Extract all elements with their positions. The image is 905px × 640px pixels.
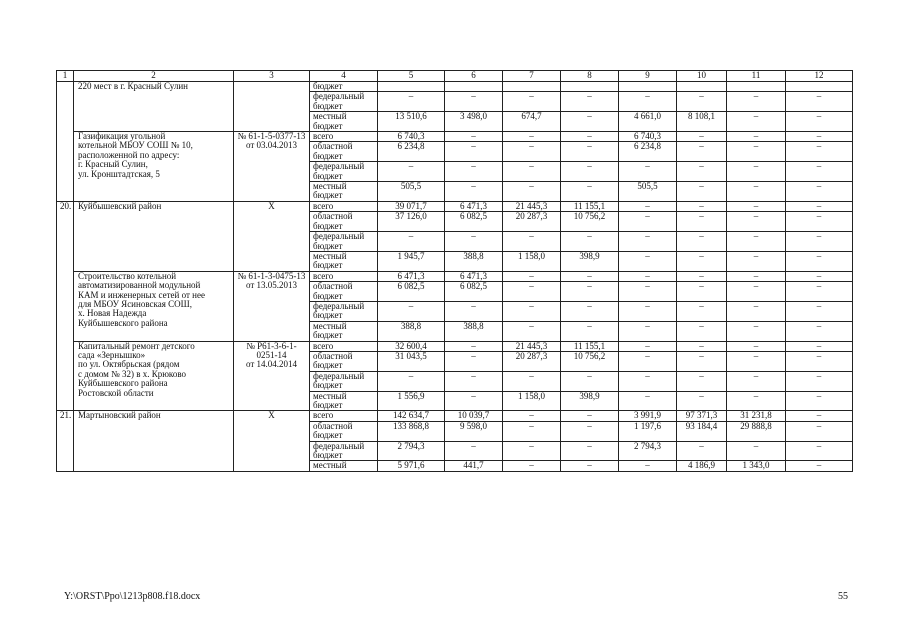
value-cell: – — [378, 162, 445, 182]
value-cell: – — [445, 301, 503, 321]
value-cell: 8 108,1 — [677, 112, 727, 132]
value-cell: 4 186,9 — [677, 461, 727, 471]
value-cell: 6 471,3 — [378, 271, 445, 281]
value-cell: 1 343,0 — [727, 461, 786, 471]
value-cell: – — [727, 271, 786, 281]
table-header-row — [57, 71, 853, 82]
value-cell: – — [677, 301, 727, 321]
value-cell: – — [561, 411, 619, 421]
document-cell — [234, 341, 310, 411]
object-name-line: автоматизированной модульной — [78, 280, 201, 291]
funding-source-cell: федеральный бюджет — [310, 162, 378, 182]
value-cell: 1 556,9 — [378, 391, 445, 411]
value-cell: – — [677, 201, 727, 211]
value-cell: 10 756,2 — [561, 212, 619, 232]
value-cell: 6 471,3 — [445, 201, 503, 211]
value-cell: – — [677, 351, 727, 371]
object-name-line: Ростовской области — [78, 387, 154, 398]
header-cell: 3 — [234, 71, 310, 82]
value-cell: – — [677, 271, 727, 281]
document-line: от 14.04.2014 — [245, 359, 298, 370]
value-cell: – — [445, 341, 503, 351]
value-cell: – — [561, 441, 619, 461]
funding-source-cell: местный — [310, 461, 378, 471]
object-name-line: Куйбышевский район — [78, 201, 162, 211]
document-line: X — [268, 410, 275, 421]
object-name-line: 220 мест в г. Красный Сулин — [78, 81, 188, 91]
value-cell: – — [503, 461, 561, 471]
value-cell: – — [445, 162, 503, 182]
value-cell: – — [561, 232, 619, 252]
value-cell — [619, 82, 677, 92]
funding-source-cell: всего — [310, 341, 378, 351]
value-cell: – — [619, 391, 677, 411]
value-cell: – — [619, 321, 677, 341]
value-cell: – — [378, 371, 445, 391]
table-row — [57, 341, 853, 351]
value-cell: – — [786, 391, 853, 411]
header-cell: 7 — [503, 71, 561, 82]
value-cell: – — [727, 282, 786, 302]
funding-source-cell: всего — [310, 271, 378, 281]
value-cell: – — [561, 92, 619, 112]
value-cell: 388,8 — [378, 321, 445, 341]
funding-source-cell: областной бюджет — [310, 142, 378, 162]
value-cell: – — [677, 232, 727, 252]
value-cell: – — [619, 212, 677, 232]
value-cell: – — [561, 461, 619, 471]
document-line: от 13.05.2013 — [245, 280, 298, 291]
value-cell — [378, 82, 445, 92]
value-cell: – — [503, 441, 561, 461]
value-cell: 11 155,1 — [561, 341, 619, 351]
value-cell: – — [786, 232, 853, 252]
value-cell: – — [677, 251, 727, 271]
value-cell: 505,5 — [619, 182, 677, 202]
document-line: № 61-1-5-0377-13 — [237, 131, 306, 142]
object-name-cell — [74, 201, 234, 271]
table-row — [57, 411, 853, 421]
value-cell: – — [786, 351, 853, 371]
value-cell: 1 197,6 — [619, 421, 677, 441]
value-cell: – — [619, 461, 677, 471]
value-cell: – — [503, 92, 561, 112]
value-cell: – — [378, 301, 445, 321]
object-name-line: Строительство котельной — [78, 271, 177, 281]
value-cell: 3 498,0 — [445, 112, 503, 132]
object-name-line: Капитальный ремонт детского — [78, 341, 195, 351]
value-cell — [561, 82, 619, 92]
value-cell: – — [786, 201, 853, 211]
value-cell: 9 598,0 — [445, 421, 503, 441]
value-cell: – — [786, 212, 853, 232]
value-cell: – — [786, 182, 853, 202]
value-cell: – — [503, 282, 561, 302]
value-cell: – — [786, 461, 853, 471]
value-cell: – — [786, 162, 853, 182]
header-cell: 2 — [74, 71, 234, 82]
header-cell: 4 — [310, 71, 378, 82]
value-cell: – — [727, 132, 786, 142]
object-name-line: котельной МБОУ СОШ № 10, — [78, 140, 193, 151]
value-cell — [503, 82, 561, 92]
value-cell: 21 445,3 — [503, 201, 561, 211]
value-cell: – — [727, 112, 786, 132]
value-cell: 142 634,7 — [378, 411, 445, 421]
header-cell: 6 — [445, 71, 503, 82]
table-row — [57, 271, 853, 281]
header-cell: 12 — [786, 71, 853, 82]
value-cell: 3 991,9 — [619, 411, 677, 421]
value-cell: 31 231,8 — [727, 411, 786, 421]
value-cell: – — [786, 132, 853, 142]
value-cell: – — [786, 271, 853, 281]
value-cell: 6 082,5 — [378, 282, 445, 302]
value-cell: – — [503, 371, 561, 391]
value-cell: – — [445, 132, 503, 142]
value-cell: 505,5 — [378, 182, 445, 202]
value-cell: – — [445, 232, 503, 252]
object-name-line: КАМ и инженерных сетей от нее — [78, 289, 205, 300]
value-cell: – — [727, 232, 786, 252]
value-cell — [677, 82, 727, 92]
header-cell: 5 — [378, 71, 445, 82]
funding-source-cell: местный бюджет — [310, 112, 378, 132]
value-cell: – — [677, 162, 727, 182]
object-name-cell — [74, 271, 234, 341]
value-cell: – — [503, 421, 561, 441]
document-cell — [234, 201, 310, 271]
value-cell: 6 082,5 — [445, 282, 503, 302]
object-name-line: Мартыновский район — [78, 410, 161, 421]
value-cell: – — [503, 411, 561, 421]
value-cell: – — [378, 232, 445, 252]
value-cell: – — [786, 92, 853, 112]
value-cell: 10 756,2 — [561, 351, 619, 371]
value-cell: 93 184,4 — [677, 421, 727, 441]
funding-source-cell: бюджет — [310, 82, 378, 92]
value-cell: – — [786, 301, 853, 321]
value-cell — [786, 82, 853, 92]
value-cell: – — [619, 92, 677, 112]
value-cell: – — [445, 391, 503, 411]
value-cell: – — [619, 301, 677, 321]
value-cell: – — [727, 351, 786, 371]
value-cell: 20 287,3 — [503, 351, 561, 371]
value-cell: – — [561, 112, 619, 132]
value-cell: 32 600,4 — [378, 341, 445, 351]
value-cell: – — [378, 92, 445, 112]
table-body — [57, 82, 853, 472]
object-name-line: с домом № 32) в х. Крюково — [78, 368, 187, 379]
document-line: № 61-1-3-0475-13 — [237, 271, 306, 281]
funding-source-cell: местный бюджет — [310, 391, 378, 411]
header-cell: 9 — [619, 71, 677, 82]
value-cell: – — [677, 92, 727, 112]
value-cell: – — [619, 282, 677, 302]
value-cell: – — [727, 321, 786, 341]
budget-table — [56, 70, 853, 472]
value-cell: – — [786, 441, 853, 461]
object-name-line: для МБОУ Ясиновская СОШ, — [78, 298, 192, 309]
object-name-line: расположенной по адресу: — [78, 149, 180, 160]
funding-source-cell: всего — [310, 132, 378, 142]
document-line: 0251-14 — [256, 349, 287, 360]
value-cell: – — [503, 142, 561, 162]
row-number-cell — [57, 82, 74, 202]
value-cell: – — [786, 142, 853, 162]
value-cell: 20 287,3 — [503, 212, 561, 232]
value-cell: 6 234,8 — [378, 142, 445, 162]
funding-source-cell: областной бюджет — [310, 212, 378, 232]
value-cell: – — [503, 301, 561, 321]
value-cell: – — [786, 251, 853, 271]
funding-source-cell: местный бюджет — [310, 182, 378, 202]
document-line: от 03.04.2013 — [245, 140, 298, 151]
funding-source-cell: всего — [310, 201, 378, 211]
value-cell: – — [561, 321, 619, 341]
value-cell: 674,7 — [503, 112, 561, 132]
value-cell: – — [727, 251, 786, 271]
value-cell: – — [677, 341, 727, 351]
value-cell: 39 071,7 — [378, 201, 445, 211]
object-name-cell — [74, 82, 234, 132]
funding-source-cell: местный бюджет — [310, 251, 378, 271]
value-cell: – — [561, 271, 619, 281]
value-cell: – — [677, 282, 727, 302]
value-cell: – — [503, 132, 561, 142]
value-cell: – — [727, 162, 786, 182]
header-cell: 11 — [727, 71, 786, 82]
value-cell: – — [503, 232, 561, 252]
value-cell: – — [727, 92, 786, 112]
value-cell: – — [727, 212, 786, 232]
funding-source-cell: федеральный бюджет — [310, 92, 378, 112]
value-cell: – — [619, 351, 677, 371]
value-cell: – — [561, 142, 619, 162]
value-cell: – — [619, 232, 677, 252]
value-cell: – — [727, 301, 786, 321]
funding-source-cell: всего — [310, 411, 378, 421]
header-cell: 1 — [57, 71, 74, 82]
document-cell — [234, 82, 310, 132]
value-cell: – — [786, 282, 853, 302]
value-cell: – — [786, 321, 853, 341]
value-cell: – — [677, 212, 727, 232]
value-cell: – — [727, 341, 786, 351]
document-cell — [234, 132, 310, 202]
value-cell: 13 510,6 — [378, 112, 445, 132]
value-cell: – — [727, 182, 786, 202]
row-number-cell: 21. — [57, 411, 74, 471]
value-cell: – — [445, 351, 503, 371]
value-cell: 398,9 — [561, 391, 619, 411]
funding-source-cell: федеральный бюджет — [310, 232, 378, 252]
value-cell: 6 234,8 — [619, 142, 677, 162]
funding-source-cell: федеральный бюджет — [310, 441, 378, 461]
value-cell: – — [786, 112, 853, 132]
object-name-line: х. Новая Надежда — [78, 308, 147, 319]
table-row — [57, 132, 853, 142]
value-cell: – — [677, 132, 727, 142]
row-number-cell: 20. — [57, 201, 74, 411]
object-name-line: сада «Зернышко» — [78, 349, 146, 360]
value-cell: 6 740,3 — [378, 132, 445, 142]
value-cell: – — [677, 142, 727, 162]
value-cell: – — [445, 182, 503, 202]
value-cell: 97 371,3 — [677, 411, 727, 421]
value-cell: – — [445, 142, 503, 162]
object-name-line: Куйбышевского района — [78, 317, 168, 328]
funding-source-cell: федеральный бюджет — [310, 301, 378, 321]
value-cell: – — [727, 371, 786, 391]
value-cell: – — [786, 341, 853, 351]
object-name-cell — [74, 341, 234, 411]
value-cell: – — [445, 441, 503, 461]
value-cell: – — [561, 132, 619, 142]
value-cell: – — [727, 391, 786, 411]
value-cell: – — [561, 421, 619, 441]
value-cell: – — [561, 301, 619, 321]
header-cell: 8 — [561, 71, 619, 82]
value-cell: – — [727, 441, 786, 461]
value-cell: 133 868,8 — [378, 421, 445, 441]
value-cell: 6 471,3 — [445, 271, 503, 281]
object-name-line: ул. Кронштадтская, 5 — [78, 168, 160, 179]
value-cell: – — [561, 282, 619, 302]
value-cell: 388,8 — [445, 321, 503, 341]
object-name-line: Газификация угольной — [78, 131, 166, 142]
value-cell: – — [561, 182, 619, 202]
value-cell: 4 661,0 — [619, 112, 677, 132]
value-cell: – — [786, 421, 853, 441]
value-cell: – — [503, 271, 561, 281]
value-cell: – — [677, 441, 727, 461]
value-cell: 10 039,7 — [445, 411, 503, 421]
value-cell: – — [503, 182, 561, 202]
value-cell: 6 740,3 — [619, 132, 677, 142]
value-cell: – — [445, 92, 503, 112]
value-cell: – — [727, 201, 786, 211]
funding-source-cell: областной бюджет — [310, 351, 378, 371]
value-cell: 11 155,1 — [561, 201, 619, 211]
document-line: X — [268, 201, 275, 211]
value-cell: 1 158,0 — [503, 251, 561, 271]
value-cell: – — [619, 371, 677, 391]
object-name-cell — [74, 411, 234, 471]
funding-source-cell: местный бюджет — [310, 321, 378, 341]
document-line: № Р61-3-6-1- — [246, 341, 297, 351]
object-name-line: по ул. Октябрьская (рядом — [78, 359, 180, 370]
funding-source-cell: областной бюджет — [310, 421, 378, 441]
funding-source-cell: федеральный бюджет — [310, 371, 378, 391]
document-cell — [234, 271, 310, 341]
value-cell: 441,7 — [445, 461, 503, 471]
value-cell: – — [786, 371, 853, 391]
value-cell: 31 043,5 — [378, 351, 445, 371]
value-cell: – — [503, 162, 561, 182]
value-cell: 1 945,7 — [378, 251, 445, 271]
value-cell: – — [677, 182, 727, 202]
value-cell: 2 794,3 — [378, 441, 445, 461]
value-cell: – — [561, 162, 619, 182]
value-cell: – — [677, 391, 727, 411]
value-cell: – — [561, 371, 619, 391]
value-cell: – — [619, 271, 677, 281]
value-cell: 2 794,3 — [619, 441, 677, 461]
object-name-cell — [74, 132, 234, 202]
value-cell: 21 445,3 — [503, 341, 561, 351]
table-row — [57, 201, 853, 211]
table-row — [57, 82, 853, 92]
value-cell: – — [677, 371, 727, 391]
object-name-line: Куйбышевского района — [78, 378, 168, 389]
value-cell: 6 082,5 — [445, 212, 503, 232]
object-name-line: г. Красный Сулин, — [78, 159, 148, 170]
value-cell: 1 158,0 — [503, 391, 561, 411]
funding-source-cell: областной бюджет — [310, 282, 378, 302]
value-cell: – — [677, 321, 727, 341]
document-cell — [234, 411, 310, 471]
value-cell: 398,9 — [561, 251, 619, 271]
value-cell: – — [619, 341, 677, 351]
value-cell: – — [727, 142, 786, 162]
value-cell — [727, 82, 786, 92]
footer-page-number: 55 — [838, 591, 848, 602]
header-cell: 10 — [677, 71, 727, 82]
value-cell: 388,8 — [445, 251, 503, 271]
value-cell: 5 971,6 — [378, 461, 445, 471]
value-cell — [445, 82, 503, 92]
value-cell: – — [619, 162, 677, 182]
value-cell: – — [445, 371, 503, 391]
value-cell: – — [786, 411, 853, 421]
value-cell: – — [619, 251, 677, 271]
value-cell: 29 888,8 — [727, 421, 786, 441]
footer-file-path: Y:\ORST\Ppo\1213p808.f18.docx — [64, 591, 201, 602]
value-cell: – — [503, 321, 561, 341]
value-cell: 37 126,0 — [378, 212, 445, 232]
value-cell: – — [619, 201, 677, 211]
